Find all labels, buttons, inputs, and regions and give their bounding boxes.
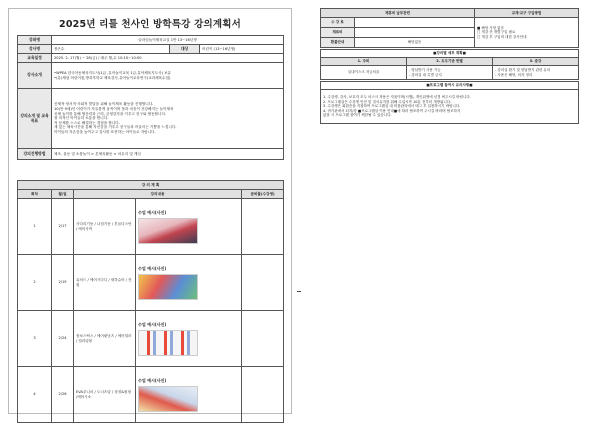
method-value: 체조, 율동 및 소품놀이 > 본체육활동 > 마무리 및 게임	[52, 149, 284, 160]
session-number: 4	[18, 367, 52, 423]
material-fee-value	[355, 28, 475, 38]
period-label: 교육일정	[18, 54, 52, 63]
period-value: 2025. 2. 17(월) ~ 28(금) / 매주 월,수 10:10~10:50	[52, 54, 284, 63]
notice-line: 4. 귀가관에서 되지/강 ■프로그램실 이용 안내■에 따라 협조하여 주시길 바라며 협조하지	[323, 108, 461, 113]
career-line: •(유)체험 어린이집,방과후학교 체육강사,유아놀이교육연구(교과체육수업)	[54, 75, 171, 80]
session-content: 퓨처드 / 에어시다디 / 새하슈어 / 컨컵	[74, 255, 136, 311]
lesson-example-photo	[138, 386, 198, 412]
purchase-options	[475, 18, 579, 48]
plan-header: 강 의 계 획	[18, 181, 284, 190]
course-row-line: - 강의실 환기 및 양납받기 관련 유의	[495, 68, 551, 72]
instructor-value: 장은수	[52, 45, 170, 54]
document-title: 2025년 리틀 천사인 방학특강 강의계획서	[59, 19, 241, 30]
course-col-3: 3. 증강	[493, 58, 579, 66]
course-col-1: 1. 주비	[321, 58, 407, 66]
session-date: 2/19	[52, 255, 74, 311]
session-number: 3	[18, 311, 52, 367]
target-label: 대상	[170, 45, 200, 54]
col-date: 월/일	[52, 190, 74, 199]
photo-caption: 수업 예시(사진)	[138, 266, 167, 272]
fee-section-header: 제휴비 납부관련	[321, 9, 475, 18]
session-content: EVA푸니마 / 도너츠링 / 징징&원형 /에어시소	[74, 367, 136, 423]
course-row-line: - 양납받기 사용 기능	[409, 68, 441, 72]
goal-line: 재 밌는 체육시간을 통해 자신감을 키우고 친구들과 어울리는 기쁨을 느낍니다.	[54, 125, 177, 130]
goal-line: 10(만 9세)인 어린이가 자유롭게 움직이며 몸과 마음이 건강해지는 놀이체육	[54, 107, 174, 112]
material-fee-label: 재료비	[321, 28, 355, 38]
notice-line: 3. 수강생은 회원증을 지참하여 프로그램실 내 비품관리에서 태그 후 입장하시기 바랍니다.	[323, 104, 461, 109]
target-value: 어린이 (13~16년생)	[200, 45, 284, 54]
course-row-col2	[407, 66, 493, 80]
course-col-2: 2. 도우기준 반별	[407, 58, 493, 66]
refund-label: 환불안내	[321, 38, 355, 48]
table-row	[18, 311, 284, 367]
refund-value: 해당없음	[355, 38, 475, 48]
session-date: 2/26	[52, 367, 74, 423]
instructor-label: 강사명	[18, 45, 52, 54]
fee-value	[355, 18, 475, 28]
course-info-table	[17, 35, 284, 160]
session-materials	[242, 367, 284, 423]
col-session: 회차	[18, 190, 52, 199]
purchase-option: □ 개강 후 구입비 대한 강사안내	[477, 34, 527, 39]
session-photo-cell	[136, 311, 242, 367]
career-line: •WPEA 한국아동체육지도사(1급 ,유아놀이교육 1급,유아체육지도사) 보유	[54, 70, 172, 75]
purchase-option: ■ 해당 사항 없음	[477, 25, 504, 30]
session-number: 1	[18, 199, 52, 255]
course-name-label: 강좌명	[18, 36, 52, 45]
session-content: 사다리기둥 / 나침기둥 / 흔들다스빈 / 에어사막	[74, 199, 136, 255]
session-materials	[242, 255, 284, 311]
course-name-value: 슬라임놀이체육교실 1반 13~16년생	[52, 36, 284, 45]
session-date: 2/24	[52, 311, 74, 367]
photo-caption: 수업 예시(사진)	[138, 378, 167, 384]
method-label: 강의진행방법	[18, 149, 52, 160]
notice-table	[320, 81, 579, 124]
right-page	[320, 8, 578, 133]
notice-body	[321, 90, 579, 124]
notice-line: 않을 시 프로그램 참여가 제한될 수 있습니다.	[323, 113, 392, 118]
goal-line: 창 의적인 아이들과 소통을 합니다.	[54, 116, 109, 121]
col-materials: 준비물(수강생)	[242, 190, 284, 199]
fee-label: 수 강 료	[321, 18, 355, 28]
session-date: 2/17	[52, 199, 74, 255]
table-row	[18, 199, 284, 255]
course-row-col3	[493, 66, 579, 80]
lesson-example-photo	[138, 218, 198, 244]
notice-line: 2. 프로그램실은 수강생 안전 및 질서유지를 위해 수업시작 10분 전부터 개방됩니다.	[323, 99, 452, 104]
goal-label: 강의소개 및 교육목표	[18, 89, 52, 149]
session-photo-cell	[136, 255, 242, 311]
notice-line: 1. 수강생, 강사, 보호자 모두 마스크 착용은 자율이며(시행), 개인위생에 신경 써주시길 바랍니다.	[323, 95, 471, 100]
session-photo-cell	[136, 367, 242, 423]
goal-line: 신체 놀이를 통해 협응력과 근력, 균형감각을 키우고 친구와 협동합니다.	[54, 111, 167, 116]
col-content: 강의내용	[74, 190, 242, 199]
session-content: 장보스틱스 / 에어릿낫츠 / 에어컬러 / 컬러링볼	[74, 311, 136, 367]
goal-value	[52, 89, 284, 149]
table-row	[18, 255, 284, 311]
course-row-line: - 사용은 해당, 의자 정리	[495, 72, 533, 77]
table-row	[18, 367, 284, 423]
goal-line: 아이들의 자존감을 높여주고 감사를 표현하는 아이들로 자랍니다.	[54, 129, 156, 134]
notice-header: ■프로그램 참여시 유의사항■	[321, 82, 579, 90]
purchase-option: □ 개강 전 개별구입 필요	[477, 30, 516, 35]
page-separator-mark	[297, 291, 301, 292]
lesson-plan-table	[17, 180, 284, 423]
course-row-label: 실내이스크 저금처골	[321, 66, 407, 80]
session-photo-cell	[136, 199, 242, 255]
course-detail-table	[320, 49, 579, 80]
course-detail-header: ■강의별 세부 계획■	[321, 50, 579, 58]
lesson-example-photo	[138, 330, 198, 356]
photo-caption: 수업 예시(사진)	[138, 322, 167, 328]
session-materials	[242, 199, 284, 255]
fee-table	[320, 8, 579, 48]
left-page	[8, 8, 292, 414]
career-value	[52, 63, 284, 89]
lesson-example-photo	[138, 274, 198, 300]
career-label: 강사소개	[18, 63, 52, 89]
goal-line: 적 문제를 스스로 해결하는 경험을 합니다.	[54, 120, 120, 125]
photo-caption: 수업 예시(사진)	[138, 210, 167, 216]
course-row-line: - 강의실 내 특별 금지	[409, 72, 442, 77]
session-number: 2	[18, 255, 52, 311]
goal-line: 신체적·정서적·사회적 발달을 위해 놀이체육 활동을 진행합니다.	[54, 102, 154, 107]
purchase-section-header: 교재·교구 구입방법	[475, 9, 579, 18]
session-materials	[242, 311, 284, 367]
